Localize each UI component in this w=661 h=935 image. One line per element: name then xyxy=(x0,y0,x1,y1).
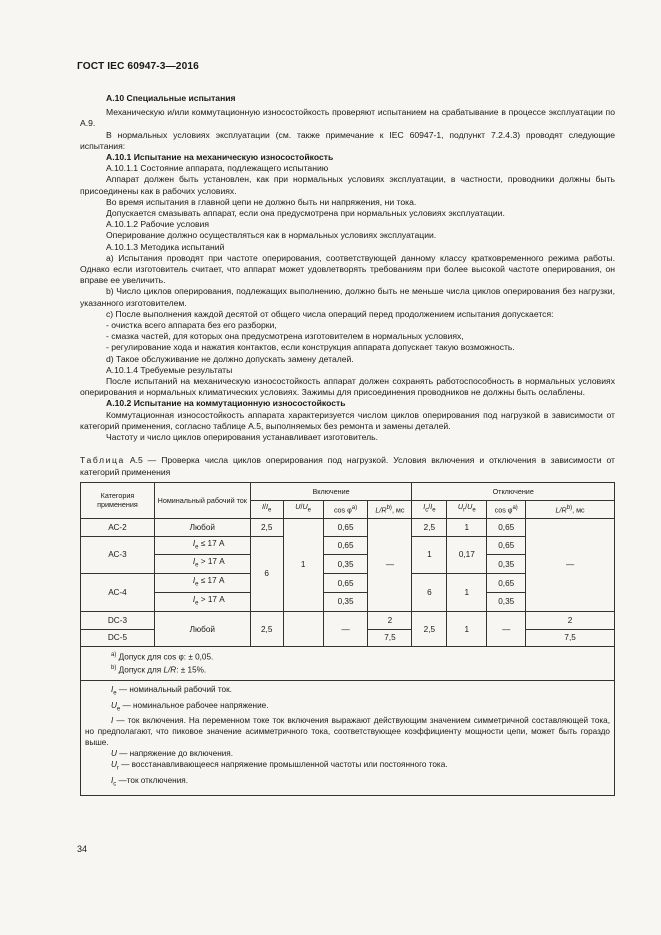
table-footnotes xyxy=(81,647,615,680)
cell-cos-b: 0,65 xyxy=(487,536,526,555)
header-breaking: Отключение xyxy=(412,482,615,500)
section-heading-a10: А.10 Специальные испытания xyxy=(106,93,236,103)
list-item: b) Число циклов оперирования, подлежащих выполнению, должно быть не меньше числа циклов оперирования без нагрузки, указанного изготовителем. xyxy=(80,286,615,308)
cell-i-merged: 6 xyxy=(250,536,283,611)
cell-cos-b: 0,65 xyxy=(487,518,526,536)
paragraph: Оперирование должно осуществляться как в нормальных условиях эксплуатации. xyxy=(106,230,437,241)
subsection-heading: А.10.1.4 Требуемые результаты xyxy=(106,364,233,375)
cell-lr-merged: — xyxy=(368,518,412,611)
paragraph: Аппарат должен быть установлен, как при нормальных условиях эксплуатации, в частности, проводники должны быть присоединены как в рабочих условиях. xyxy=(80,174,615,196)
cell-current: $I_e > 17$ А xyxy=(154,555,250,574)
section-heading-a101: А.10.1 Испытание на механическую износостойкость xyxy=(106,152,334,163)
header-category: Категория применения xyxy=(81,482,155,518)
paragraph: Коммутационная износостойкость аппарата характеризуется числом циклов оперирования под нагрузкой в зависимости от категорий применения, согласно таблице А.5, выполняемых без ремонта и замены деталей. xyxy=(80,409,615,431)
cell-category: АС-4 xyxy=(81,574,155,612)
page-number: 34 xyxy=(77,844,88,854)
legend-i: I — ток включения. На переменном токе ток включения выражают действующим значением симметричной составляющей тока, но предполагают, что пиковое значение асимметричного тока, соответствующее коэффициенту мощности цепи, может быть гораздо выше. xyxy=(85,716,610,748)
table-caption xyxy=(80,455,615,477)
legend-ur: $U_r$ — восстанавливающееся напряжение промышленной частоты или постоянного тока. xyxy=(111,760,448,772)
cell-category: DC-3 xyxy=(81,611,155,629)
legend-ue: $U_e$ — номинальное рабочее напряжение. xyxy=(111,700,269,713)
cell-ur: 1 xyxy=(447,518,487,536)
cell-ic: 2,5 xyxy=(412,518,447,536)
header-making: Включение xyxy=(250,482,412,500)
cell-lr: 2 xyxy=(368,611,412,629)
paragraph: Допускается смазывать аппарат, если она предусмотрена при нормальных условиях эксплуатации. xyxy=(106,208,505,219)
cell-i: 2,5 xyxy=(250,518,283,536)
subsection-heading: А.10.1.2 Рабочие условия xyxy=(106,219,209,230)
paragraph: Во время испытания в главной цепи не должно быть ни напряжения, ни тока. xyxy=(106,196,417,207)
caption-text: А.5 — Проверка числа циклов оперирования под нагрузкой. Условия включения и отключения в зависимости от категорий применения xyxy=(80,455,615,477)
header-cos: $\cos \varphi^{a)}$ xyxy=(323,500,368,518)
paragraph: Механическую и/или коммутационную износостойкость проверяют испытанием на срабатывание в процессе эксплуатации по А.9. xyxy=(80,107,615,129)
cell-lr: 7,5 xyxy=(368,629,412,647)
subsection-heading: А.10.1.3 Методика испытаний xyxy=(106,241,225,252)
list-item: d) Такое обслуживание не должно допускать замену деталей. xyxy=(106,353,354,364)
list-subitem: - очистка всего аппарата без его разборки, xyxy=(106,320,277,331)
list-subitem: - регулирование хода и нажатия контактов, если конструкция аппарата допускает такую возможность. xyxy=(106,342,515,353)
cell-current: $I_e \le 17$ А xyxy=(154,574,250,593)
cell-current: Любой xyxy=(154,611,250,647)
document-body xyxy=(80,93,615,796)
cell-ur: 1 xyxy=(447,574,487,612)
cell-cos: 0,35 xyxy=(323,593,368,612)
cell-cos: 0,65 xyxy=(323,518,368,536)
cell-lr-b-merged: — xyxy=(526,518,615,611)
cell-current: Любой xyxy=(154,518,250,536)
paragraph: В нормальных условиях эксплуатации (см. также примечание к IEC 60947-1, подпункт 7.2.4.3) проводят следующие испытания: xyxy=(80,129,615,151)
header-lr-b: $L/R^{b)}$, мс xyxy=(526,500,615,518)
cell-u-empty xyxy=(283,611,323,647)
section-heading-a102: А.10.2 Испытание на коммутационную износостойкость xyxy=(106,398,346,409)
table-row xyxy=(81,518,615,536)
header-ic-ie: $I_c/I_e$ xyxy=(412,500,447,518)
cell-lr-b: 7,5 xyxy=(526,629,615,647)
cell-category: АС-3 xyxy=(81,536,155,574)
header-i-ie: $I/I_e$ xyxy=(250,500,283,518)
subsection-heading: А.10.1.1 Состояние аппарата, подлежащего испытанию xyxy=(106,163,329,174)
legend-ie: $I_e$ — номинальный рабочий ток. xyxy=(111,684,232,697)
list-item: а) Испытания проводят при частоте оперирования, соответствующей данному классу кратковременного режима работы. Однако если изготовитель считает, что аппарат может удовлетворять требованиям при более высокой частоте оперирования, он вправе ее увеличить. xyxy=(80,252,615,286)
cell-ic: 1 xyxy=(412,536,447,574)
cell-current: $I_e > 17$ А xyxy=(154,593,250,612)
cell-cos-b: — xyxy=(487,611,526,647)
cell-lr-b: 2 xyxy=(526,611,615,629)
cell-cos-b: 0,35 xyxy=(487,555,526,574)
list-item: с) После выполнения каждой десятой от общего числа операций перед продолжением испытания допускается: xyxy=(106,308,554,319)
header-ur-ue: $U_r/U_e$ xyxy=(447,500,487,518)
cell-u-merged: 1 xyxy=(283,518,323,611)
cell-ic: 2,5 xyxy=(412,611,447,647)
header-lr: $L/R^{b)}$, мс xyxy=(368,500,412,518)
cell-cos: — xyxy=(323,611,368,647)
standard-header: ГОСТ IEC 60947-3—2016 xyxy=(77,61,199,72)
cell-current: $I_e \le 17$ А xyxy=(154,536,250,555)
cell-ur: 1 xyxy=(447,611,487,647)
cell-cos: 0,35 xyxy=(323,555,368,574)
list-subitem: - смазка частей, для которых она предусмотрена изготовителем в нормальных условиях, xyxy=(106,331,464,342)
paragraph: Частоту и число циклов оперирования устанавливает изготовитель. xyxy=(106,432,378,443)
cell-cos: 0,65 xyxy=(323,536,368,555)
cell-ic: 6 xyxy=(412,574,447,612)
cell-cos-b: 0,65 xyxy=(487,574,526,593)
caption-lead: Таблица xyxy=(80,455,125,466)
footnote-b: $^{b)}$ Допуск для L/R: ± 15%. xyxy=(111,665,207,675)
cell-category: DC-5 xyxy=(81,629,155,647)
header-rated-current: Номинальный рабочий ток xyxy=(154,482,250,518)
cell-category: АС-2 xyxy=(81,518,155,536)
cell-cos: 0,65 xyxy=(323,574,368,593)
legend-u: U — напряжение до включения. xyxy=(111,749,234,759)
header-u-ue: $U/U_e$ xyxy=(283,500,323,518)
table-a5 xyxy=(80,482,615,796)
paragraph: После испытаний на механическую износостойкость аппарат должен сохранять работоспособность в нормальных условиях оперирования и нормальных климатических условиях. Зажимы для присоединения проводников не должны быть ослаблены. xyxy=(80,376,615,398)
header-cos-b: $\cos \varphi^{a)}$ xyxy=(487,500,526,518)
cell-cos-b: 0,35 xyxy=(487,593,526,612)
table-legend xyxy=(81,680,615,795)
cell-ur: 0,17 xyxy=(447,536,487,574)
legend-ic: $I_c$ —ток отключения. xyxy=(111,775,188,788)
table-row xyxy=(81,611,615,629)
cell-i: 2,5 xyxy=(250,611,283,647)
footnote-a: $^{a)}$ Допуск для cos φ: ± 0,05. xyxy=(111,652,214,663)
